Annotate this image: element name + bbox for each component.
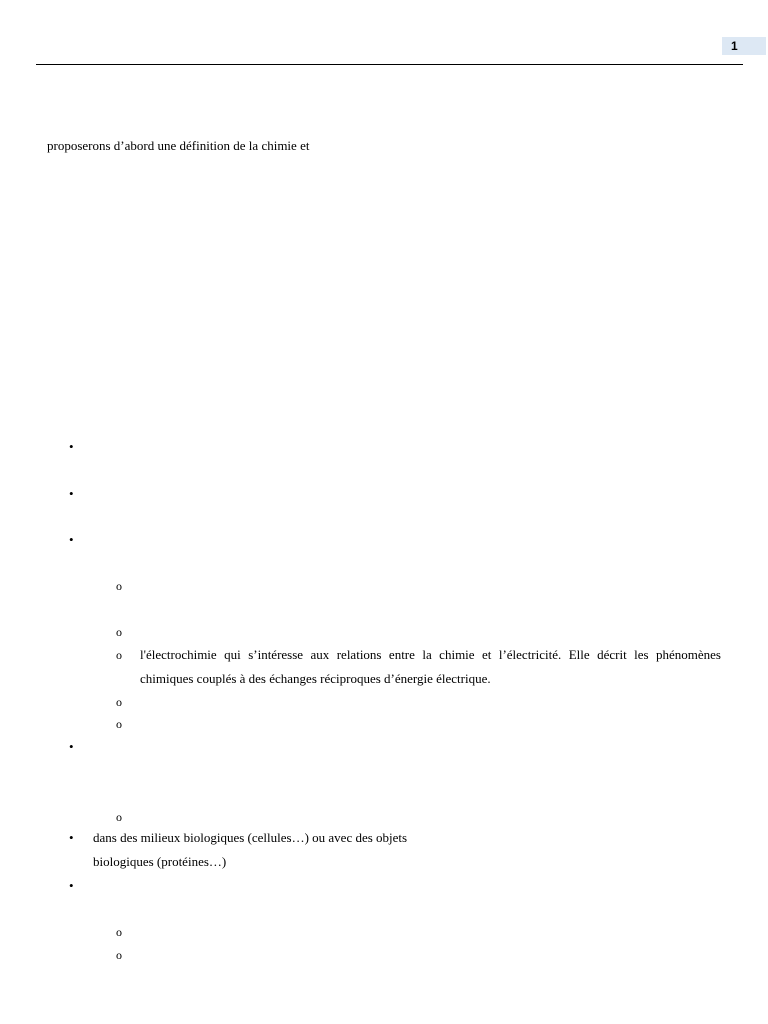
bullet-marker: • [69, 439, 74, 454]
header-rule [36, 64, 743, 65]
sub-bullet-marker: o [116, 579, 122, 593]
sub-bullet-marker: o [116, 717, 122, 731]
sub-bullet-marker: o [116, 625, 122, 639]
biological-paragraph [93, 826, 721, 874]
bullet-marker: • [69, 532, 74, 547]
sub-bullet-marker: o [116, 648, 122, 662]
sub-bullet-marker: o [116, 925, 122, 939]
biological-line-1: dans des milieux biologiques (cellules…) ou avec des objets [93, 830, 408, 845]
biological-line-2: biologiques (protéines…) [93, 854, 227, 869]
intro-text: proposerons d’abord une définition de la chimie et [47, 138, 310, 153]
page-number: 1 [722, 37, 766, 55]
sub-bullet-marker: o [116, 948, 122, 962]
electrochimie-paragraph: l'électrochimie qui s’intéresse aux relations entre la chimie et l’électricité. Elle décrit les phénomènes chimiques couplés à des échanges réciproques d’énergie électrique. [140, 647, 721, 686]
bullet-marker: • [69, 486, 74, 501]
sub-bullet-marker: o [116, 695, 122, 709]
bullet-marker: • [69, 878, 74, 893]
sub-bullet-marker: o [116, 810, 122, 824]
bullet-marker: • [69, 739, 74, 754]
bullet-marker: • [69, 830, 74, 845]
